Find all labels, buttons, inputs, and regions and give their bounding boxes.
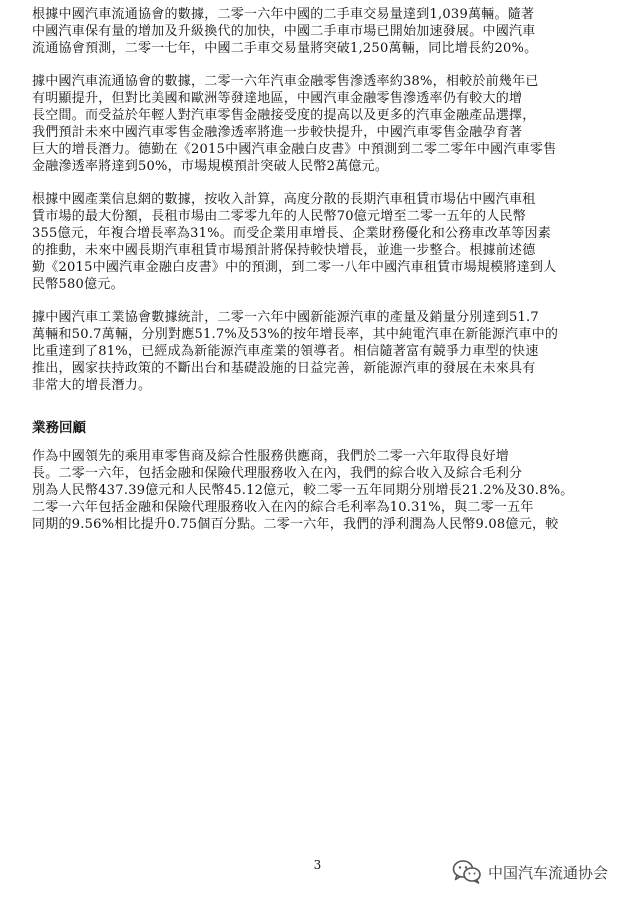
document-page (32, 6, 604, 549)
text-line: 我們預計未來中國汽車零售金融滲透率將進一步較快提升，中國汽車零售金融孕育著 (32, 125, 523, 140)
wechat-watermark (452, 859, 608, 885)
text-line: 二零一六年包括金融和保險代理服務收入在內的綜合毛利率為10.31%，與二零一五年 (32, 500, 534, 515)
text-line: 金融滲透率將達到50%，市場規模預計突破人民幣2萬億元。 (32, 159, 389, 174)
watermark-text: 中国汽车流通协会 (488, 863, 609, 882)
text-line: 別為人民幣437.39億元和人民幣45.12億元，較二零一五年同期分別增長21.2%及30.8%。 (32, 483, 574, 498)
text-line: 賃市場的最大份額，長租市場由二零零九年的人民幣70億元增至二零一五年的人民幣 (32, 209, 527, 224)
text-line: 根據中國產業信息網的數據，按收入計算，高度分散的長期汽車租賃市場佔中國汽車租 (32, 192, 536, 207)
text-line: 長空間。而受益於年輕人對汽車零售金融接受度的提高以及更多的汽車金融產品選擇， (32, 108, 536, 123)
text-line: 長。二零一六年，包括金融和保險代理服務收入在內，我們的綜合收入及綜合毛利分 (32, 466, 523, 481)
wechat-icon (452, 859, 482, 885)
text-line: 比重達到了81%，已經成為新能源汽車產業的領導者。相信隨著富有競爭力車型的快速 (32, 344, 539, 359)
business-review-paragraph (32, 448, 604, 533)
text-line: 勤《2015中國汽車金融白皮書》中的預測，到二零一八年中國汽車租賃市場規模將達到人 (32, 260, 557, 275)
text-line: 據中國汽車流通協會的數據，二零一六年汽車金融零售滲透率約38%，相較於前幾年已 (32, 74, 539, 89)
text-line: 的推動，未來中國長期汽車租賃市場預計將保持較快增長，並進一步整合。根據前述德 (32, 243, 536, 258)
market-overview-section (32, 6, 604, 394)
text-line: 據中國汽車工業協會數據統計，二零一六年中國新能源汽車的產量及銷量分別達到51.7 (32, 310, 539, 325)
text-line: 民幣580億元。 (32, 277, 124, 292)
paragraph (32, 6, 604, 57)
text-line: 根據中國汽車流通協會的數據，二零一六年中國的二手車交易量達到1,039萬輛。隨著 (32, 7, 535, 22)
text-line: 萬輛和50.7萬輛，分別對應51.7%及53%的按年增長率，其中純電汽車在新能源汽車中的 (32, 327, 559, 342)
text-line: 有明顯提升，但對比美國和歐洲等發達地區，中國汽車金融零售滲透率仍有較大的增 (32, 91, 523, 106)
text-line: 流通協會預測，二零一七年，中國二手車交易量將突破1,250萬輛，同比增長約20%。 (32, 41, 538, 56)
paragraph (32, 309, 604, 394)
text-line: 355億元，年複合增長率為31%。而受企業用車增長、企業財務優化和公務車改革等因素 (32, 226, 551, 241)
page-number: 3 (313, 858, 322, 872)
text-line: 中國汽車保有量的增加及升級換代的加快，中國二手車市場已開始加速發展。中國汽車 (32, 24, 536, 39)
text-line: 作為中國領先的乘用車零售商及綜合性服務供應商，我們於二零一六年取得良好增 (32, 449, 510, 464)
text-line: 非常大的增長潛力。 (32, 378, 152, 393)
text-line: 同期的9.56%相比提升0.75個百分點。二零一六年，我們的淨利潤為人民幣9.08億元，較 (32, 517, 559, 532)
text-line: 推出，國家扶持政策的不斷出台和基礎設施的日益完善，新能源汽車的發展在未來具有 (32, 361, 536, 376)
paragraph (32, 73, 604, 175)
text-line: 巨大的增長潛力。德勤在《2015中國汽車金融白皮書》中預測到二零二零年中國汽車零售 (32, 142, 557, 157)
section-heading: 業務回顧 (32, 420, 86, 436)
paragraph (32, 191, 604, 293)
